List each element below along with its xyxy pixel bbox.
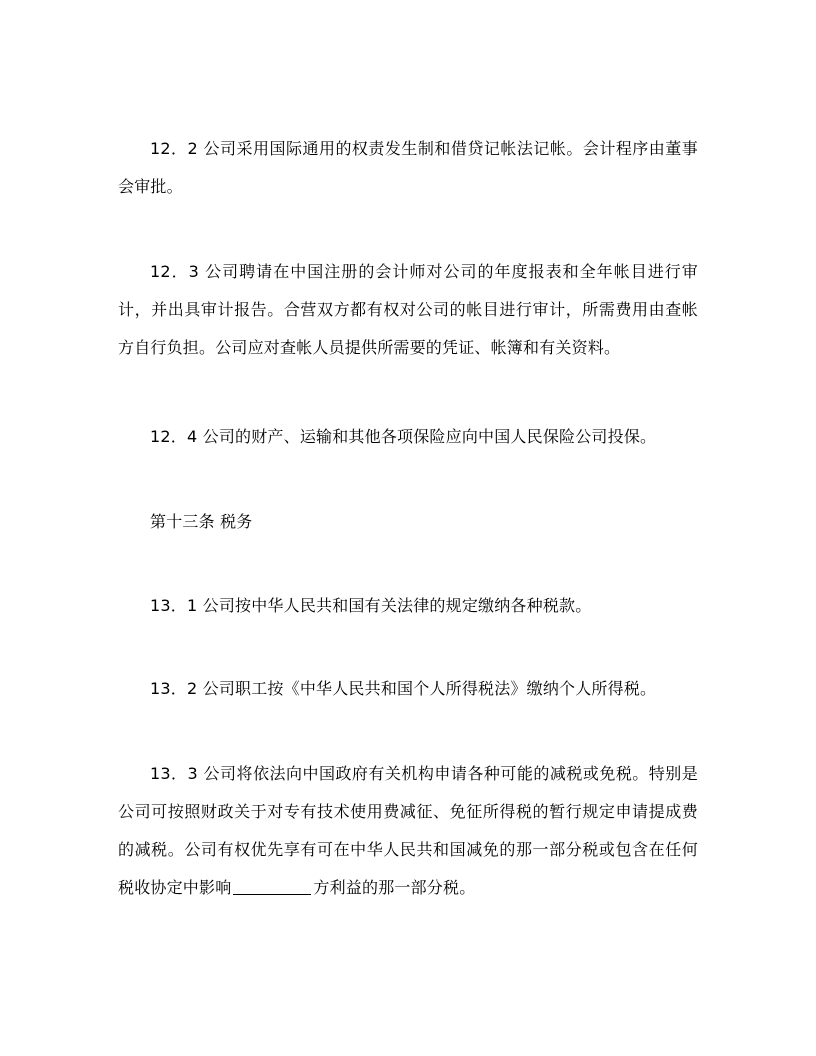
clause-13-3-text-end: 方利益的那一部分税。 [313, 878, 476, 897]
clause-13-2: 13．2 公司职工按《中华人民共和国个人所得税法》缴纳个人所得税。 [150, 679, 657, 698]
clause-12-2: 12．2 公司采用国际通用的权责发生制和借贷记帐法记帐。会计程序由董事会审批。 [118, 139, 698, 196]
clause-13-3 [118, 755, 698, 907]
clause-13-3-text: 13．3 公司将依法向中国政府有关机构申请各种可能的减税或免税。特别是公司可按照财政关于对专有技术使用费减征、免征所得税的暂行规定申请提成费的减税。公司有权优先享有可在中华人民共和国减免的那一部分税或包含在任何税收协定中影响 [118, 764, 698, 897]
clause-13-1: 13．1 公司按中华人民共和国有关法律的规定缴纳各种税款。 [150, 596, 592, 615]
clause-12-4: 12．4 公司的财产、运输和其他各项保险应向中国人民保险公司投保。 [150, 427, 657, 446]
clause-12-3: 12．3 公司聘请在中国注册的会计师对公司的年度报表和全年帐目进行审计，并出具审计报告。合营双方都有权对公司的帐目进行审计，所需费用由查帐方自行负担。公司应对查帐人员提供所需要的凭证、帐簿和有关资料。 [118, 262, 698, 357]
fill-in-blank[interactable] [233, 876, 311, 895]
article-13-heading: 第十三条 税务 [150, 512, 253, 531]
